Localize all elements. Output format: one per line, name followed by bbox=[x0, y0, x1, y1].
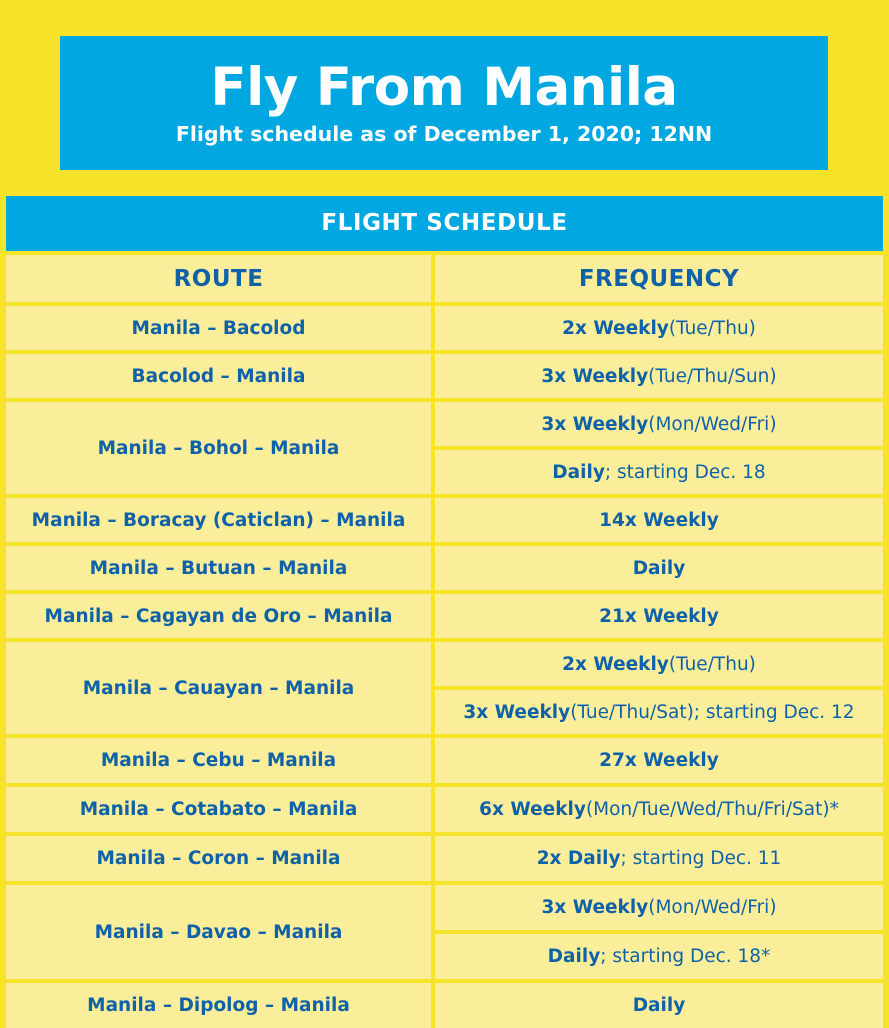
frequency-value: 2x Weekly bbox=[562, 317, 669, 339]
header-banner bbox=[60, 36, 828, 170]
frequency-cell bbox=[435, 642, 883, 686]
frequency-group bbox=[435, 354, 883, 398]
frequency-detail: (Tue/Thu) bbox=[668, 653, 756, 675]
frequency-cell bbox=[435, 546, 883, 590]
table-row bbox=[6, 787, 883, 832]
frequency-cell bbox=[435, 836, 883, 881]
table-row bbox=[6, 546, 883, 590]
route-cell: Manila – Cagayan de Oro – Manila bbox=[6, 594, 431, 638]
route-cell: Manila – Bacolod bbox=[6, 306, 431, 350]
frequency-group bbox=[435, 306, 883, 350]
frequency-detail: (Mon/Wed/Fri) bbox=[648, 897, 777, 918]
table-row bbox=[6, 306, 883, 350]
frequency-group bbox=[435, 402, 883, 494]
frequency-group bbox=[435, 546, 883, 590]
flight-schedule-table bbox=[6, 196, 883, 1028]
route-cell: Manila – Bohol – Manila bbox=[6, 402, 431, 494]
frequency-value: 3x Weekly bbox=[463, 701, 571, 723]
table-row bbox=[6, 642, 883, 734]
frequency-value: 2x Daily bbox=[536, 848, 621, 869]
route-cell: Manila – Cotabato – Manila bbox=[6, 787, 431, 832]
route-cell: Manila – Coron – Manila bbox=[6, 836, 431, 881]
frequency-value: Daily bbox=[547, 946, 601, 967]
route-cell: Manila – Butuan – Manila bbox=[6, 546, 431, 590]
frequency-detail: (Mon/Tue/Wed/Thu/Fri/Sat)* bbox=[585, 799, 839, 820]
frequency-value: 3x Weekly bbox=[541, 413, 649, 435]
frequency-group bbox=[435, 738, 883, 783]
route-cell: Manila – Davao – Manila bbox=[6, 885, 431, 979]
frequency-cell bbox=[435, 934, 883, 979]
table-row bbox=[6, 354, 883, 398]
table-row bbox=[6, 594, 883, 638]
frequency-value: Daily bbox=[632, 995, 686, 1016]
frequency-value: 27x Weekly bbox=[599, 750, 719, 771]
frequency-detail: ; starting Dec. 18 bbox=[604, 461, 766, 483]
frequency-value: Daily bbox=[552, 461, 605, 483]
frequency-group bbox=[435, 787, 883, 832]
frequency-group bbox=[435, 594, 883, 638]
column-header-route: ROUTE bbox=[6, 255, 431, 302]
table-row bbox=[6, 885, 883, 979]
frequency-detail: (Tue/Thu) bbox=[668, 317, 756, 339]
table-row bbox=[6, 498, 883, 542]
frequency-value: 14x Weekly bbox=[599, 509, 719, 531]
page-title: Fly From Manila bbox=[210, 57, 678, 119]
table-row bbox=[6, 402, 883, 494]
frequency-cell bbox=[435, 402, 883, 446]
frequency-cell bbox=[435, 594, 883, 638]
frequency-group bbox=[435, 642, 883, 734]
frequency-cell bbox=[435, 498, 883, 542]
frequency-value: 21x Weekly bbox=[599, 605, 719, 627]
page-subtitle: Flight schedule as of December 1, 2020; 12NN bbox=[175, 121, 713, 146]
frequency-cell bbox=[435, 306, 883, 350]
frequency-group bbox=[435, 498, 883, 542]
route-cell: Manila – Boracay (Caticlan) – Manila bbox=[6, 498, 431, 542]
frequency-group bbox=[435, 885, 883, 979]
frequency-detail: (Tue/Thu/Sun) bbox=[648, 365, 777, 387]
column-header-frequency: FREQUENCY bbox=[435, 255, 883, 302]
frequency-value: 2x Weekly bbox=[562, 653, 669, 675]
frequency-cell bbox=[435, 885, 883, 930]
frequency-cell bbox=[435, 738, 883, 783]
frequency-detail: (Tue/Thu/Sat); starting Dec. 12 bbox=[570, 701, 855, 723]
route-cell: Manila – Cebu – Manila bbox=[6, 738, 431, 783]
frequency-value: 3x Weekly bbox=[541, 365, 649, 387]
table-row bbox=[6, 983, 883, 1028]
frequency-detail: ; starting Dec. 11 bbox=[620, 848, 782, 869]
table-body bbox=[6, 255, 883, 1028]
frequency-value: 3x Weekly bbox=[541, 897, 649, 918]
frequency-cell bbox=[435, 787, 883, 832]
route-cell: Bacolod – Manila bbox=[6, 354, 431, 398]
table-row bbox=[6, 738, 883, 783]
frequency-detail: ; starting Dec. 18* bbox=[600, 946, 771, 967]
route-cell: Manila – Cauayan – Manila bbox=[6, 642, 431, 734]
frequency-cell bbox=[435, 983, 883, 1028]
frequency-detail: (Mon/Wed/Fri) bbox=[648, 413, 777, 435]
frequency-value: 6x Weekly bbox=[479, 799, 586, 820]
route-cell: Manila – Dipolog – Manila bbox=[6, 983, 431, 1028]
frequency-value: Daily bbox=[632, 557, 686, 579]
frequency-group bbox=[435, 983, 883, 1028]
frequency-cell bbox=[435, 450, 883, 494]
frequency-group bbox=[435, 836, 883, 881]
table-row bbox=[6, 836, 883, 881]
table-band-title: FLIGHT SCHEDULE bbox=[6, 196, 883, 251]
frequency-cell bbox=[435, 690, 883, 734]
table-header-row bbox=[6, 255, 883, 302]
frequency-cell bbox=[435, 354, 883, 398]
